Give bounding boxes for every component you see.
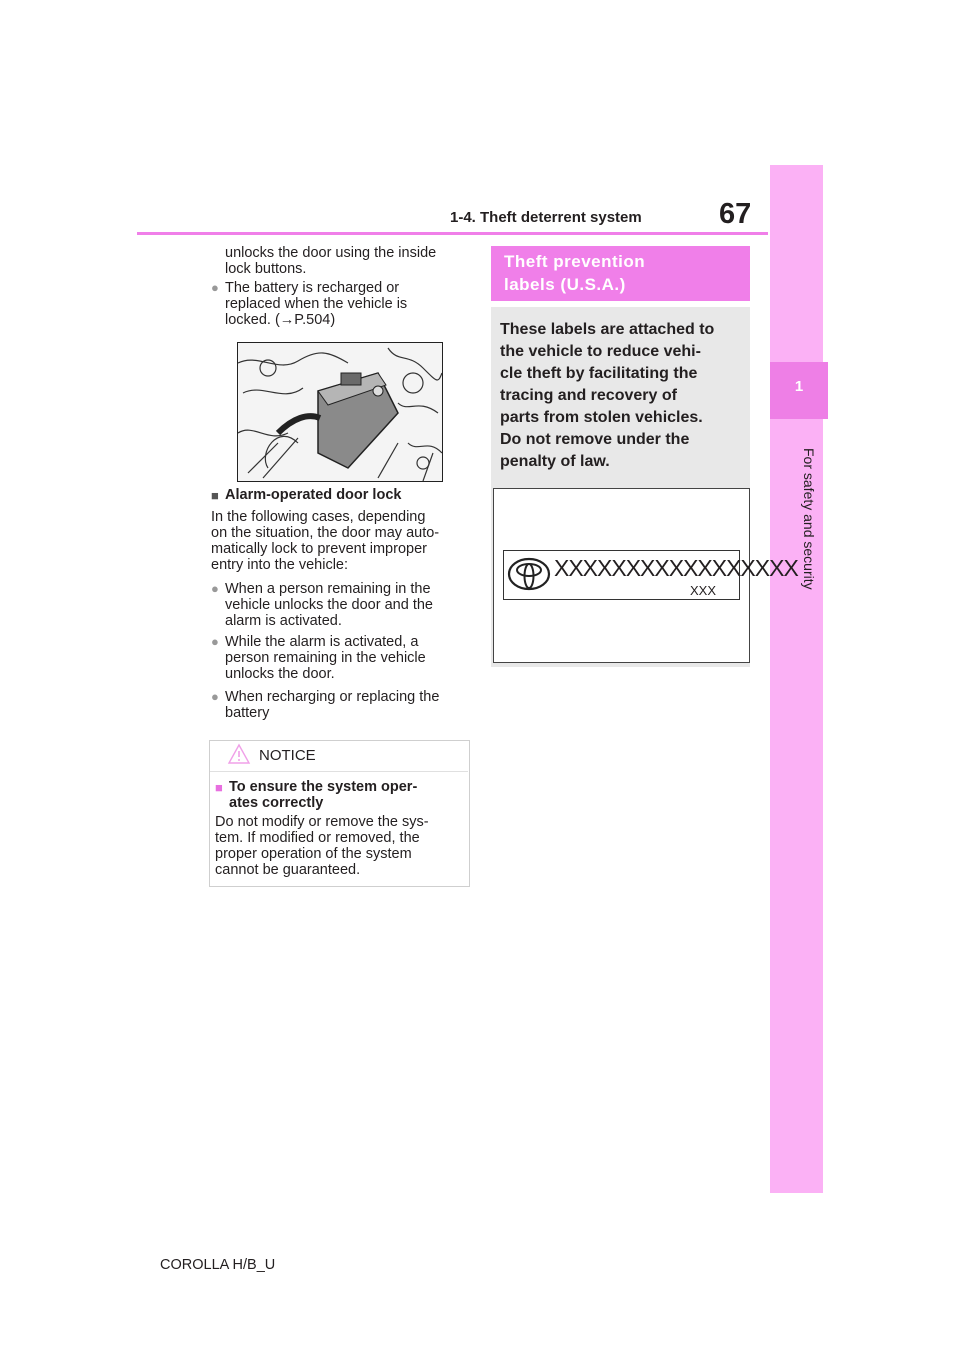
- notice-body: Do not modify or remove the sys- tem. If modified or removed, the proper operation of the system cannot be guaranteed.: [215, 814, 429, 878]
- bullet-icon: ●: [211, 634, 219, 649]
- warning-triangle-icon: [227, 743, 251, 765]
- notice-title: NOTICE: [259, 747, 316, 764]
- battery-photo: [237, 342, 443, 482]
- page-number: 67: [719, 198, 752, 230]
- intro-text: unlocks the door using the inside lock buttons.: [225, 245, 437, 277]
- alarm-paragraph: In the following cases, depending on the situation, the door may auto- matically lock to prevent improper entry into the vehicle:: [211, 509, 440, 573]
- section-title: 1-4. Theft deterrent system: [450, 209, 642, 226]
- footer-model: COROLLA H/B_U: [160, 1257, 276, 1273]
- toyota-logo-icon: [507, 556, 551, 592]
- label-code: XXXXXXXXXXXXXXXXX: [554, 555, 798, 581]
- notice-heading: To ensure the system oper- ates correctly: [229, 779, 418, 811]
- panel-title: Theft prevention labels (U.S.A.): [504, 252, 646, 294]
- bullet-icon: ●: [211, 581, 219, 596]
- notice-divider: [210, 771, 468, 772]
- engine-bay-illustration: [238, 343, 442, 481]
- label-subcode: XXX: [690, 583, 717, 598]
- bullet-case-1: When a person remaining in the vehicle unlocks the door and the alarm is activated.: [225, 581, 433, 629]
- bullet-icon: ●: [211, 280, 219, 295]
- chapter-tab-strip: [770, 165, 823, 1193]
- alarm-heading: Alarm-operated door lock: [225, 487, 402, 503]
- bullet-icon: ●: [211, 689, 219, 704]
- bullet-case-3: When recharging or replacing the battery: [225, 689, 440, 721]
- square-bullet-icon: ■: [215, 780, 223, 795]
- panel-description: These labels are attached to the vehicle to reduce vehi- cle theft by facilitating the tracing and recovery of parts from stolen vehicles. Do not remove under the penalty of law.: [500, 321, 715, 470]
- chapter-title: For safety and security: [801, 448, 817, 590]
- header-rule: [137, 232, 768, 235]
- chapter-number: 1: [794, 378, 804, 395]
- bullet-case-2: While the alarm is activated, a person remaining in the vehicle unlocks the door.: [225, 634, 426, 682]
- bullet-battery: The battery is recharged or replaced when the vehicle is locked. (→P.504): [225, 280, 408, 328]
- square-bullet-icon: ■: [211, 488, 219, 503]
